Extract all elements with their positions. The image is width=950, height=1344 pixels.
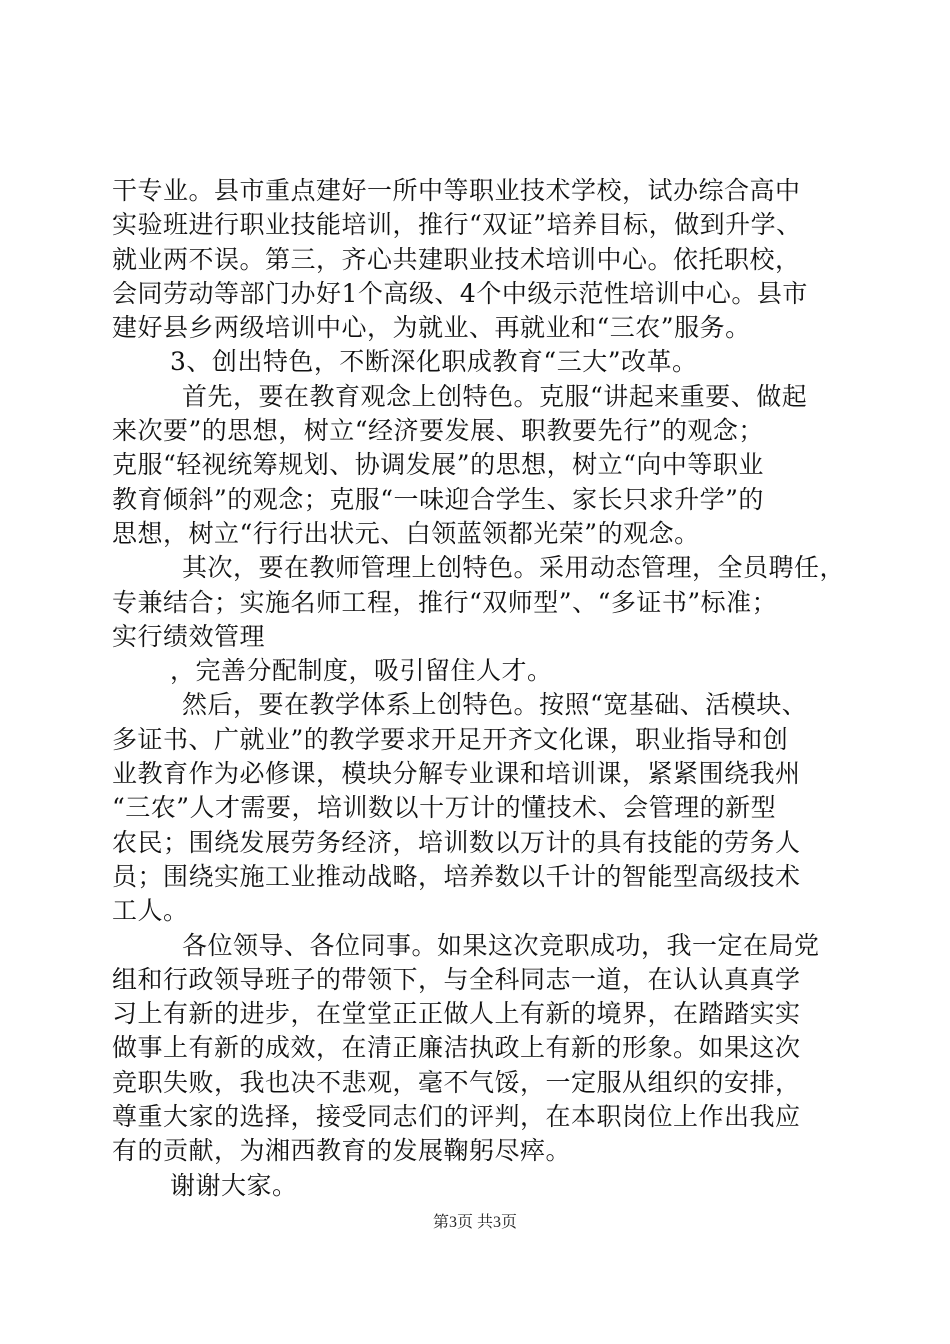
text-line: 实验班进行职业技能培训，推行“双证”培养目标，做到升学、: [112, 210, 802, 240]
text-line: 组和行政领导班子的带领下，与全科同志一道，在认认真真学: [112, 964, 801, 994]
text-line: 习上有新的进步，在堂堂正正做人上有新的境界，在踏踏实实: [112, 999, 801, 1029]
paragraph-start: 其次，要在教师管理上创特色。采用动态管理，全员聘任，: [182, 553, 846, 583]
paragraph-start: 各位领导、各位同事。如果这次竞职成功，我一定在局党: [182, 930, 820, 960]
text-line: 干专业。县市重点建好一所中等职业技术学校，试办综合高中: [112, 176, 801, 205]
section-heading: 3、创出特色，不断深化职成教育“三大”改革。: [170, 347, 698, 377]
text-line: 业教育作为必修课，模块分解专业课和培训课，紧紧围绕我州: [112, 759, 801, 789]
text-line: 工人。: [112, 896, 189, 926]
text-line: 农民；围绕发展劳务经济，培训数以万计的具有技能的劳务人: [112, 827, 801, 857]
text-line: 实行绩效管理: [112, 621, 266, 651]
text-line: 多证书、广就业”的教学要求开足开齐文化课，职业指导和创: [112, 724, 789, 754]
text-line: 建好县乡两级培训中心，为就业、再就业和“三农”服务。: [112, 313, 751, 343]
text-line: 就业两不误。第三，齐心共建职业技术培训中心。依托职校，: [112, 244, 801, 274]
page-footer: [0, 1209, 950, 1232]
paragraph-start: 然后，要在教学体系上创特色。按照“宽基础、活模块、: [182, 690, 808, 720]
text-line: 会同劳动等部门办好1个高级、4个中级示范性培训中心。县市: [112, 278, 808, 308]
text-line: 教育倾斜”的观念；克服“一味迎合学生、家长只求升学”的: [112, 484, 764, 514]
text-line: 专兼结合；实施名师工程，推行“双师型”、“多证书”标准；: [112, 587, 778, 617]
document-body: [112, 174, 847, 1203]
text-line: ，完善分配制度，吸引留住人才。: [170, 656, 553, 686]
text-line: 克服“轻视统筹规划、协调发展”的思想，树立“向中等职业: [112, 450, 764, 480]
text-line: 员；围绕实施工业推动战略，培养数以千计的智能型高级技术: [112, 861, 801, 891]
text-line: 有的贡献，为湘西教育的发展鞠躬尽瘁。: [112, 1136, 572, 1166]
text-line: 竞职失败，我也决不悲观，毫不气馁，一定服从组织的安排，: [112, 1067, 801, 1097]
page-number: 第3页 共3页: [432, 1214, 517, 1231]
text-line: 尊重大家的选择，接受同志们的评判，在本职岗位上作出我应: [112, 1102, 801, 1132]
text-line: 来次要”的思想，树立“经济要发展、职教要先行”的观念；: [112, 416, 764, 446]
closing-line: 谢谢大家。: [170, 1170, 298, 1200]
paragraph-start: 首先，要在教育观念上创特色。克服“讲起来重要、做起: [182, 381, 808, 411]
text-line: “三农”人才需要，培训数以十万计的懂技术、会管理的新型: [112, 793, 777, 823]
text-line: 思想，树立“行行出状元、白领蓝领都光荣”的观念。: [112, 518, 700, 548]
text-line: 做事上有新的成效，在清正廉洁执政上有新的形象。如果这次: [112, 1033, 801, 1063]
